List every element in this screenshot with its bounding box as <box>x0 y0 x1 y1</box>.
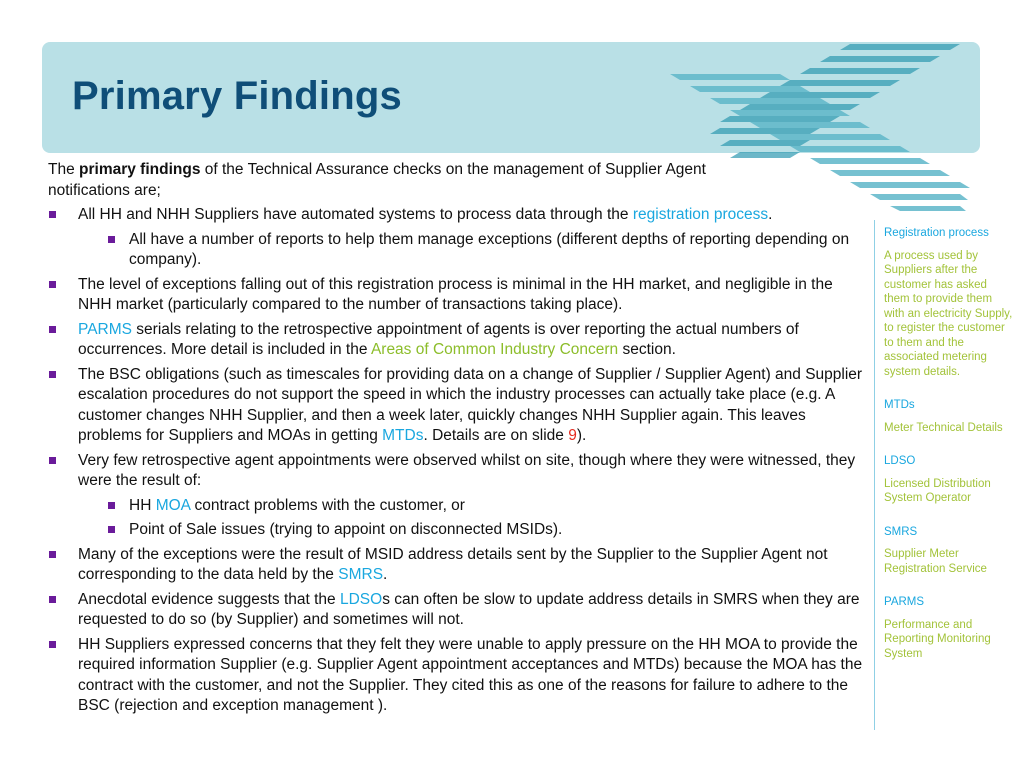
sub-list-item: All have a number of reports to help them manage exceptions (different depths of reporting depending on company). <box>108 230 870 271</box>
list-item: Many of the exceptions were the result of MSID address details sent by the Supplier to the Supplier Agent not corresponding to the data held by the SMRS. <box>48 545 870 586</box>
list-item: Anecdotal evidence suggests that the LDSOs can often be slow to update address details in SMRS when they are requested to do so (by Supplier) and sometimes will not. <box>48 590 870 631</box>
glossary-definition: A process used by Suppliers after the customer has asked them to provide them with an electricity Supply, to register the customer to them and the associated metering system details. <box>884 249 1013 378</box>
bullet-icon <box>49 211 56 218</box>
intro-paragraph: The primary findings of the Technical Assurance checks on the management of Supplier Agent notifications are; <box>48 161 706 199</box>
sub-list <box>78 230 870 271</box>
list-item: HH Suppliers expressed concerns that they felt they were unable to apply pressure on the HH MOA to provide the required information Supplier (e.g. Supplier Agent appointment acceptances and MTDs) because the MOA has the contract with the customer, and not the Supplier. They cited this as one of the reasons for failure to adhere to the BSC (rejection and exception management ). <box>48 635 870 717</box>
glossary-entry <box>884 595 1014 661</box>
parms-link[interactable]: PARMS <box>78 320 132 338</box>
glossary-term: LDSO <box>884 455 916 467</box>
list-item: All HH and NHH Suppliers have automated systems to process data through the registration process. All have a number of reports to help them manage exceptions (different depths of reporting depending on company). <box>48 205 870 271</box>
smrs-link[interactable]: SMRS <box>338 566 384 583</box>
bullet-icon <box>49 326 56 333</box>
glossary-entry <box>884 226 1014 379</box>
bullet-icon <box>49 457 56 464</box>
glossary-definition: Meter Technical Details <box>884 421 1003 434</box>
list-item: Very few retrospective agent appointments were observed whilst on site, though where they were witnessed, they were the result of: HH MOA contract problems with the customer, or Point of Sale issues (trying to appoint on disconnected MSIDs). <box>48 451 870 541</box>
bullet-icon <box>49 281 56 288</box>
list-item: The level of exceptions falling out of this registration process is minimal in the HH market, and negligible in the NHH market (particularly compared to the number of transactions taking place). <box>48 275 870 316</box>
glossary-entry <box>884 454 1014 506</box>
bullet-icon <box>49 641 56 648</box>
page-title: Primary Findings <box>72 74 402 118</box>
mtds-link[interactable]: MTDs <box>382 427 424 444</box>
glossary-term: PARMS <box>884 596 925 608</box>
glossary-entry <box>884 525 1014 577</box>
findings-list <box>48 205 870 717</box>
glossary-definition: Performance and Reporting Monitoring System <box>884 618 991 660</box>
glossary-term: SMRS <box>884 525 918 538</box>
sub-list-item: Point of Sale issues (trying to appoint on disconnected MSIDs). <box>108 520 870 541</box>
glossary-term: Registration process <box>884 227 989 239</box>
glossary-divider <box>874 220 875 730</box>
list-item: The BSC obligations (such as timescales for providing data on a change of Supplier / Supplier Agent) and Supplier escalation procedures do not support the speed in which the industry processes can actually take place (e.g. A customer changes NHH Supplier, and then a week later, quickly changes NHH Supplier again. This leaves problems for Suppliers and MOAs in getting MTDs. Details are on slide 9). <box>48 365 870 447</box>
bullet-icon <box>49 371 56 378</box>
glossary-definition: Licensed Distribution System Operator <box>884 477 991 504</box>
registration-process-link[interactable]: registration process <box>632 206 769 223</box>
moa-link[interactable]: MOA <box>155 496 191 514</box>
slide-number-link[interactable]: 9 <box>568 427 577 444</box>
sub-list-item: HH MOA contract problems with the customer, or <box>108 496 870 517</box>
list-item: PARMS serials relating to the retrospective appointment of agents is over reporting the actual numbers of occurrences. More detail is included in the Areas of Common Industry Concern section. <box>48 320 870 361</box>
bullet-icon <box>108 502 115 509</box>
bullet-icon <box>108 526 115 533</box>
bullet-icon <box>49 596 56 603</box>
bullet-icon <box>108 236 115 243</box>
glossary-definition: Supplier Meter Registration Service <box>884 548 987 575</box>
sub-list <box>78 496 870 541</box>
areas-of-concern-link[interactable]: Areas of Common Industry Concern <box>370 341 619 358</box>
glossary-term: MTDs <box>884 399 915 411</box>
glossary-sidebar <box>884 226 1014 680</box>
glossary-entry <box>884 398 1014 435</box>
ldso-link[interactable]: LDSO <box>339 590 383 608</box>
findings-body <box>48 160 870 721</box>
intro-bold: primary findings <box>79 161 201 178</box>
bullet-icon <box>49 551 56 558</box>
